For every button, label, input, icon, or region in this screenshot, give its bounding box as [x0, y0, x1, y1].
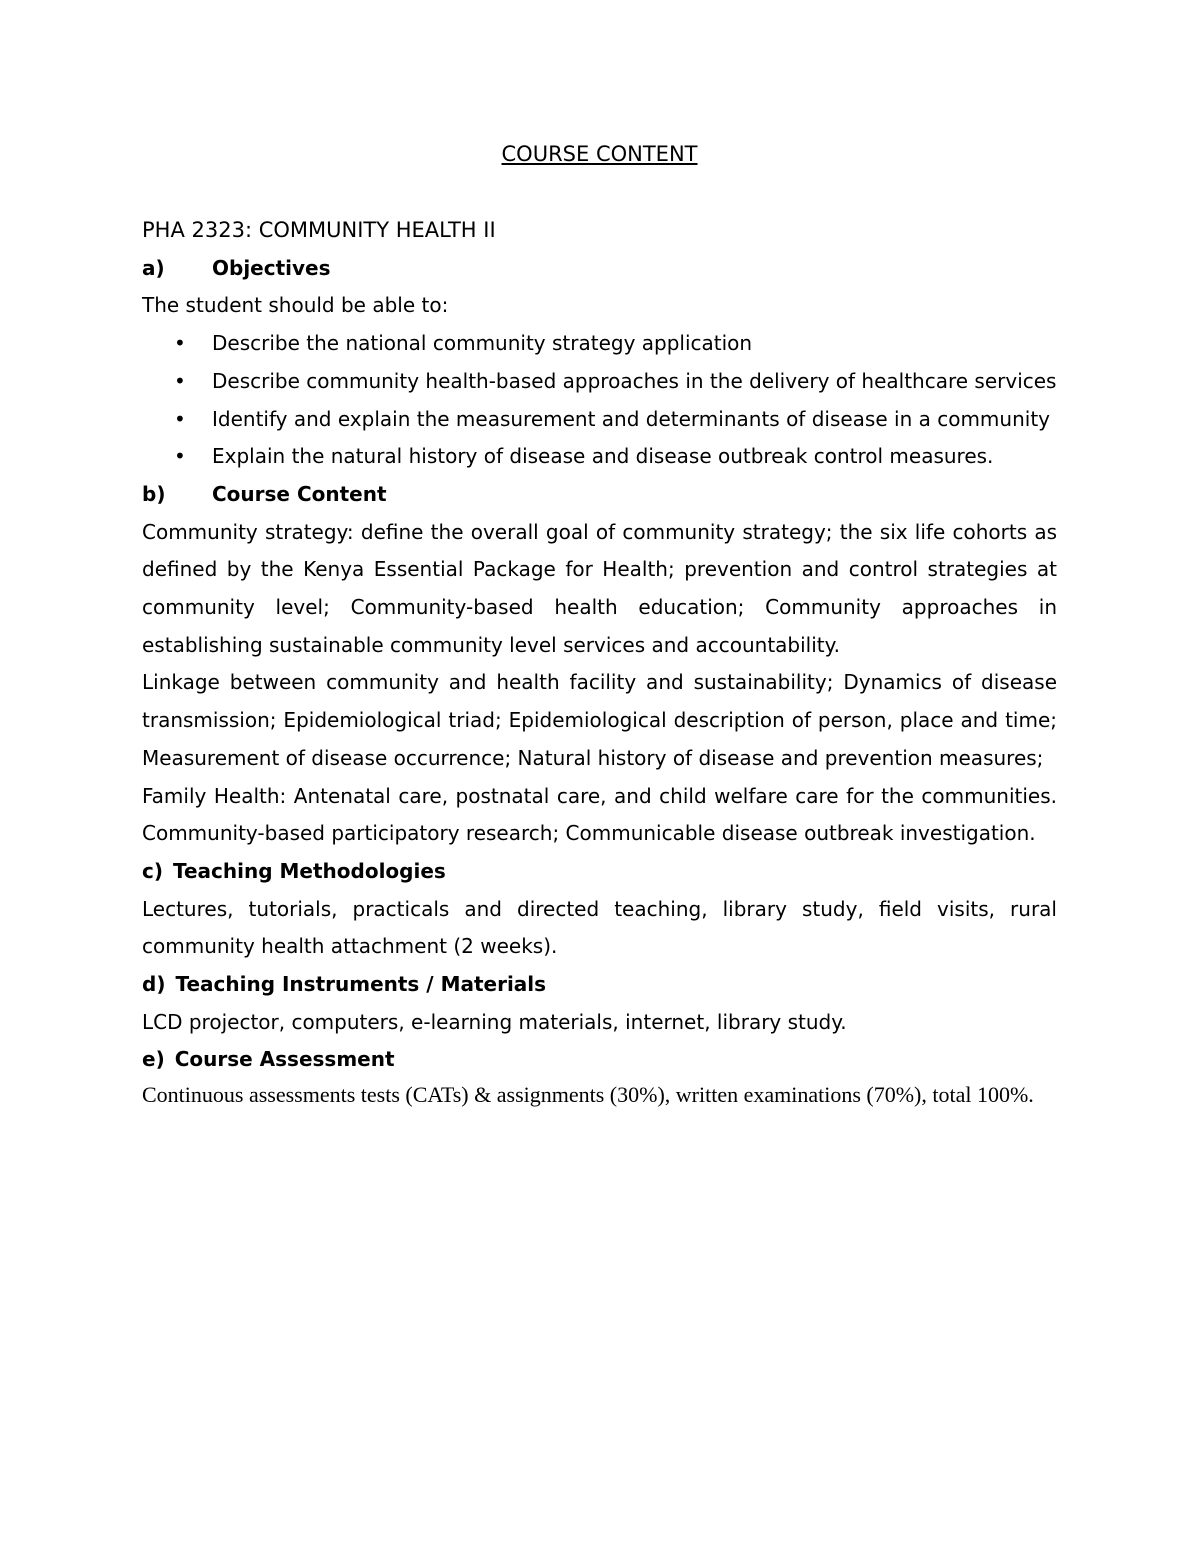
section-heading-label: Course Content	[212, 481, 387, 506]
teaching-instruments-text: LCD projector, computers, e-learning materials, internet, library study.	[142, 1009, 847, 1034]
list-item	[142, 363, 1057, 401]
bullet-icon: •	[174, 331, 186, 356]
course-code-heading: PHA 2323: COMMUNITY HEALTH II	[142, 218, 496, 242]
teaching-methodologies-text: Lectures, tutorials, practicals and directed teaching, library study, field visits, rural community health attachment (2 weeks).	[142, 896, 1057, 959]
objectives-intro: The student should be able to:	[142, 293, 449, 318]
course-content-heading	[142, 476, 1057, 514]
document-body	[142, 212, 1057, 1108]
list-item-text: Identify and explain the measurement and determinants of disease in a community	[212, 406, 1050, 431]
course-assessment-heading	[142, 1041, 1057, 1079]
bullet-icon: •	[174, 444, 186, 469]
objectives-list	[142, 325, 1057, 476]
objectives-heading	[142, 250, 1057, 288]
section-heading-label: Objectives	[212, 255, 331, 280]
bullet-icon: •	[174, 368, 186, 393]
section-heading-label: Teaching Methodologies	[173, 858, 446, 883]
section-marker: a)	[142, 255, 165, 280]
section-marker: c)	[142, 858, 163, 883]
list-item	[142, 401, 1057, 439]
list-item-text: Describe community health-based approaches in the delivery of healthcare services	[212, 368, 1057, 393]
section-marker: d)	[142, 972, 166, 997]
list-item	[142, 325, 1057, 363]
section-marker: b)	[142, 481, 166, 506]
section-heading-label: Teaching Instruments / Materials	[175, 972, 547, 997]
course-content-paragraph: Linkage between community and health facility and sustainability; Dynamics of disease transmission; Epidemiological triad; Epidemiological description of person, place and time; Measurement of disease occurrence; Natural history of disease and prevention measures;	[142, 670, 1057, 770]
list-item-text: Explain the natural history of disease and disease outbreak control measures.	[212, 444, 994, 469]
course-content-paragraph: Community strategy: define the overall goal of community strategy; the six life cohorts as defined by the Kenya Essential Package for Health; prevention and control strategies at community level; Community-based health education; Community approaches in establishing sustainable community level services and accountability.	[142, 519, 1057, 657]
bullet-icon: •	[174, 406, 186, 431]
section-heading-label: Course Assessment	[174, 1047, 395, 1072]
course-content-paragraph: Family Health: Antenatal care, postnatal care, and child welfare care for the communities. Community-based participatory research; Communicable disease outbreak investigation.	[142, 783, 1057, 846]
teaching-methodologies-heading	[142, 853, 1057, 891]
course-assessment-text: Continuous assessments tests (CATs) & assignments (30%), written examinations (70%), total 100%.	[142, 1082, 1034, 1108]
list-item	[142, 438, 1057, 476]
page-title: COURSE CONTENT	[501, 142, 698, 166]
teaching-instruments-heading	[142, 966, 1057, 1004]
list-item-text: Describe the national community strategy application	[212, 331, 753, 356]
section-marker: e)	[142, 1047, 165, 1072]
